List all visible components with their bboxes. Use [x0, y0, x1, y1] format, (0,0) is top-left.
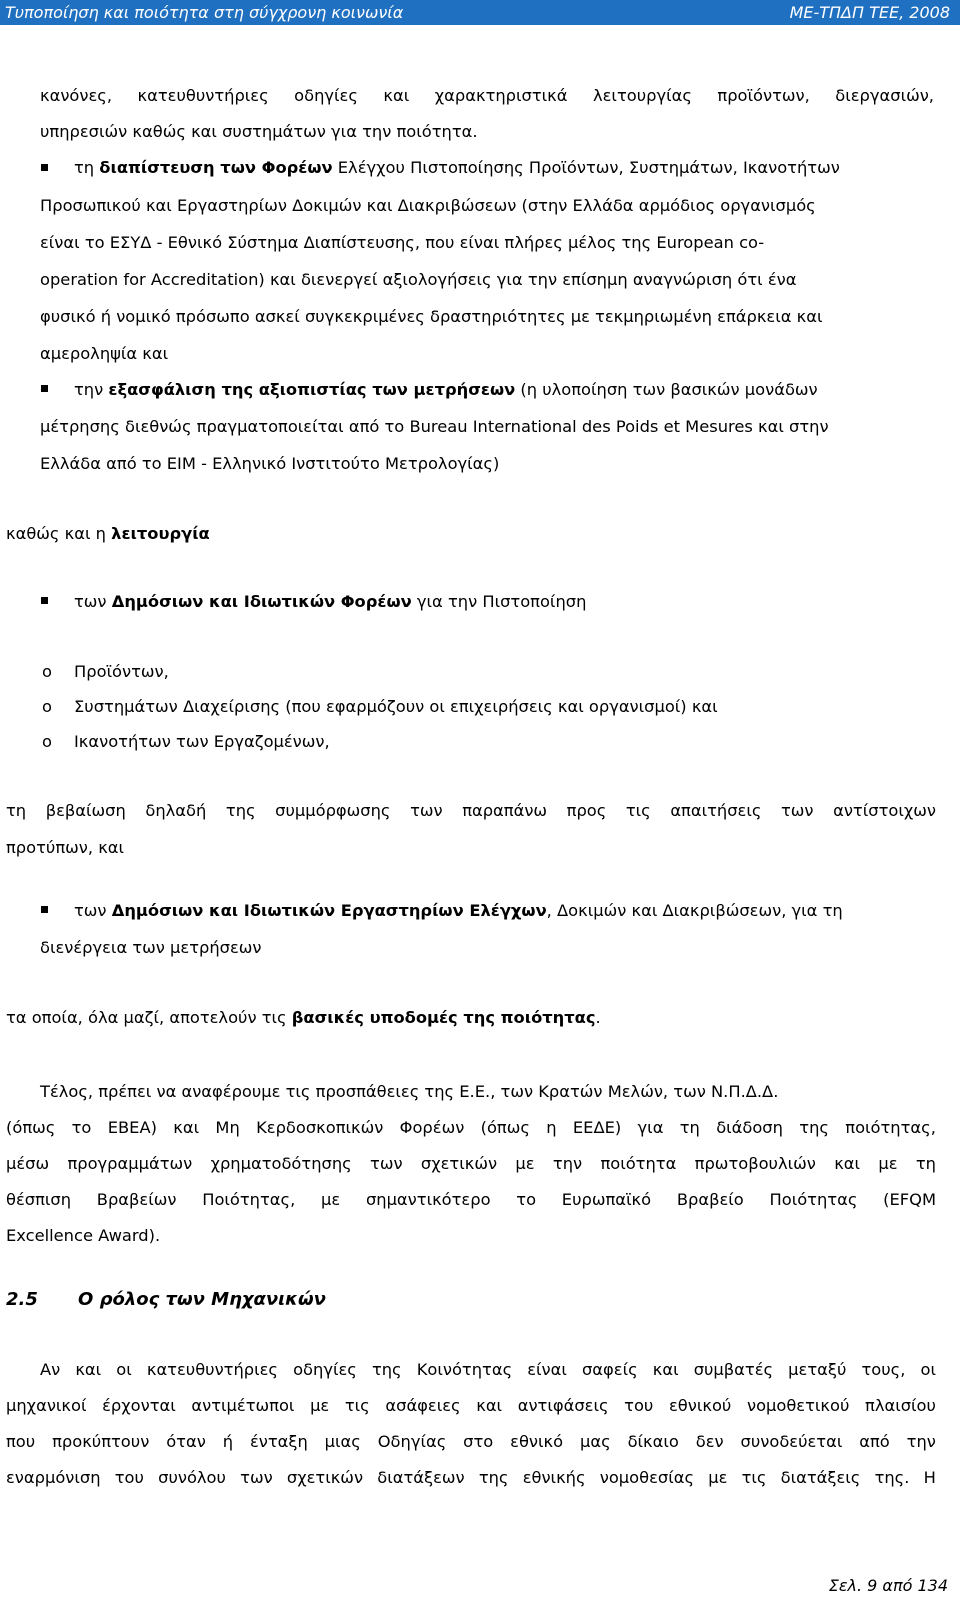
sub-list-marker: o: [42, 697, 52, 716]
sub-list-item: Προϊόντων,: [74, 662, 169, 681]
paragraph-line: υπηρεσιών καθώς και συστημάτων για την ποιότητα.: [40, 122, 478, 141]
paragraph-line: τη βεβαίωση δηλαδή της συμμόρφωσης των παραπάνω προς τις απαιτήσεις των αντίστοιχων: [6, 801, 936, 820]
page-number: Σελ. 9 από 134: [828, 1576, 948, 1595]
bullet-marker: [41, 385, 48, 392]
paragraph-line: προτύπων, και: [6, 838, 125, 857]
paragraph-line: (όπως το ΕΒΕΑ) και Μη Κερδοσκοπικών Φορέων (όπως η ΕΕΔΕ) για τη διάδοση της ποιότητας,: [6, 1118, 936, 1137]
paragraph-line: κανόνες, κατευθυντήριες οδηγίες και χαρακτηριστικά λειτουργίας προϊόντων, διεργασιών,: [40, 86, 934, 105]
bullet-line: Ελλάδα από το ΕΙΜ - Ελληνικό Ινστιτούτο Μετρολογίας): [40, 454, 500, 473]
bullet-marker: [41, 906, 48, 913]
paragraph-line: που προκύπτουν όταν ή ένταξη μιας Οδηγίας στο εθνικό μας δίκαιο δεν συνοδεύεται από την: [6, 1432, 936, 1451]
sub-list-marker: o: [42, 732, 52, 751]
bullet-line: φυσικό ή νομικό πρόσωπο ασκεί συγκεκριμένες δραστηριότητες με τεκμηριωμένη επάρκεια και: [40, 307, 823, 326]
bullet-line: των Δημόσιων και Ιδιωτικών Φορέων για την Πιστοποίηση: [74, 592, 587, 611]
paragraph-line: Τέλος, πρέπει να αναφέρουμε τις προσπάθειες της Ε.Ε., των Κρατών Μελών, των Ν.Π.Δ.Δ.: [40, 1082, 779, 1101]
section-title: Ο ρόλος των Μηχανικών: [78, 1289, 326, 1310]
bullet-line: αμεροληψία και: [40, 344, 169, 363]
paragraph-line: Excellence Award).: [6, 1226, 161, 1245]
header-source: ΜΕ-ΤΠΔΠ ΤΕΕ, 2008: [789, 3, 950, 22]
paragraph-line: μέσω προγραμμάτων χρηματοδότησης των σχετικών με την ποιότητα πρωτοβουλιών και με τη: [6, 1154, 936, 1173]
sub-list-item: Ικανοτήτων των Εργαζομένων,: [74, 732, 330, 751]
bullet-line: διενέργεια των μετρήσεων: [40, 938, 262, 957]
bullet-marker: [41, 164, 48, 171]
running-header: [0, 0, 960, 25]
paragraph-line: τα οποία, όλα μαζί, αποτελούν τις βασικές υποδομές της ποιότητας.: [6, 1008, 601, 1027]
bullet-line: μέτρησης διεθνώς πραγματοποιείται από το Bureau International des Poids et Mesures και στην: [40, 417, 829, 436]
paragraph-line: μηχανικοί έρχονται αντιμέτωποι με τις ασάφειες και αντιφάσεις του εθνικού νομοθετικού πλαισίου: [6, 1396, 936, 1415]
bullet-line: Προσωπικού και Εργαστηρίων Δοκιμών και Διακριβώσεων (στην Ελλάδα αρμόδιος οργανισμός: [40, 196, 816, 215]
bullet-line: operation for Accreditation) και διενεργεί αξιολογήσεις για την επίσημη αναγνώριση ότι ένα: [40, 270, 797, 289]
bullet-line: είναι το ΕΣΥΔ - Εθνικό Σύστημα Διαπίστευσης, που είναι πλήρες μέλος της European co-: [40, 233, 765, 252]
sub-list-marker: o: [42, 662, 52, 681]
header-title: Τυποποίηση και ποιότητα στη σύγχρονη κοινωνία: [5, 3, 404, 22]
paragraph-line: θέσπιση Βραβείων Ποιότητας, με σημαντικότερο το Ευρωπαϊκό Βραβείο Ποιότητας (EFQM: [6, 1190, 936, 1209]
sub-list-item: Συστημάτων Διαχείρισης (που εφαρμόζουν οι επιχειρήσεις και οργανισμοί) και: [74, 697, 718, 716]
bullet-line: την εξασφάλιση της αξιοπιστίας των μετρήσεων (η υλοποίηση των βασικών μονάδων: [74, 380, 818, 399]
bullet-marker: [41, 597, 48, 604]
bullet-line: τη διαπίστευση των Φορέων Ελέγχου Πιστοποίησης Προϊόντων, Συστημάτων, Ικανοτήτων: [74, 158, 840, 177]
paragraph-line: Αν και οι κατευθυντήριες οδηγίες της Κοινότητας είναι σαφείς και συμβατές μεταξύ τους, οι: [40, 1360, 936, 1379]
paragraph-line: εναρμόνιση του συνόλου των σχετικών διατάξεων της εθνικής νομοθεσίας με τις διατάξεις της. Η: [6, 1468, 936, 1487]
section-number: 2.5: [6, 1289, 38, 1310]
bullet-line: των Δημόσιων και Ιδιωτικών Εργαστηρίων Ελέγχων, Δοκιμών και Διακριβώσεων, για τη: [74, 901, 843, 920]
paragraph-line: καθώς και η λειτουργία: [6, 524, 210, 543]
